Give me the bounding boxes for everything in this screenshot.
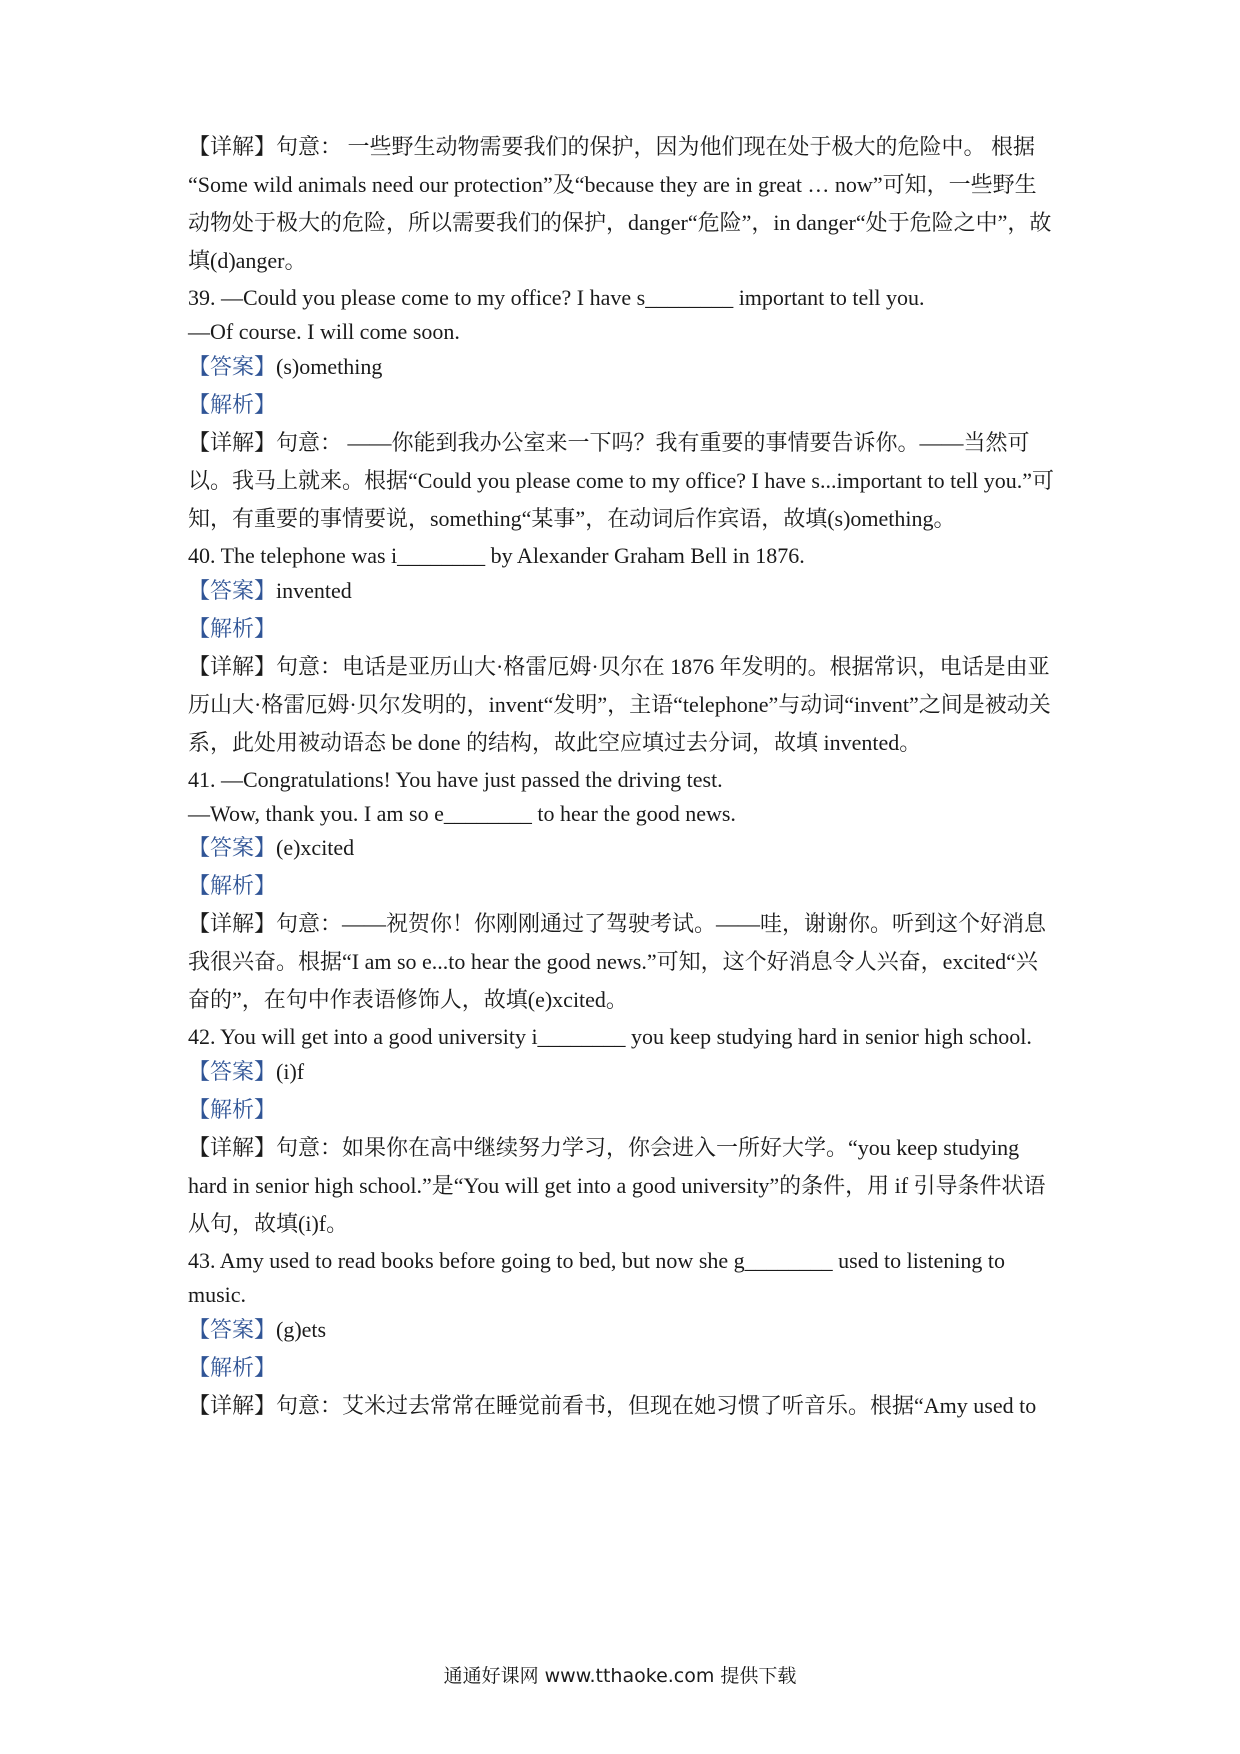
analysis-tag: 【解析】 <box>188 873 277 898</box>
analysis-tag: 【解析】 <box>188 1355 277 1380</box>
answer-value: (e)xcited <box>276 835 355 860</box>
answer-value: invented <box>276 578 352 603</box>
detail-line: 我很兴奋。根据“I am so e...to hear the good news.”可知，这个好消息令人兴奋，excited“兴 <box>188 949 1038 974</box>
answer-value: (g)ets <box>276 1317 327 1342</box>
analysis-line <box>188 614 1068 644</box>
answer-tag: 【答案】 <box>188 578 277 603</box>
detail-line: 【详解】句意： 一些野生动物需要我们的保护，因为他们现在处于极大的危险中。 根据 <box>188 134 1036 159</box>
detail-tag: 【详解】 <box>188 430 277 455</box>
answer-line <box>188 1057 1068 1087</box>
question-43-cont: music. <box>188 1282 247 1307</box>
detail-line: 历山大·格雷厄姆·贝尔发明的，invent“发明”，主语“telephone”与动词“invent”之间是被动关 <box>188 692 1051 717</box>
analysis-line <box>188 390 1068 420</box>
question-39: 39. —Could you please come to my office? I have s________ important to tell you. <box>188 285 925 310</box>
analysis-line <box>188 871 1068 901</box>
answer-line <box>188 576 1068 606</box>
analysis-line <box>188 1353 1068 1383</box>
answer-tag: 【答案】 <box>188 1317 277 1342</box>
detail-line: “Some wild animals need our protection”及“because they are in great … now”可知，一些野生 <box>188 172 1037 197</box>
detail-tag: 【详解】 <box>188 134 277 159</box>
detail-line: 填(d)anger。 <box>188 248 307 273</box>
analysis-line <box>188 1095 1068 1125</box>
detail-line: 【详解】句意：如果你在高中继续努力学习，你会进入一所好大学。“you keep studying <box>188 1135 1020 1160</box>
detail-tag: 【详解】 <box>188 1393 277 1418</box>
answer-tag: 【答案】 <box>188 835 277 860</box>
answer-line <box>188 1315 1068 1345</box>
answer-value: (s)omething <box>276 354 383 379</box>
question-39-reply: —Of course. I will come soon. <box>188 319 460 344</box>
page-footer: 通通好课网 www.tthaoke.com 提供下载 <box>443 1665 797 1687</box>
question-41: 41. —Congratulations! You have just passed the driving test. <box>188 767 723 792</box>
analysis-tag: 【解析】 <box>188 1097 277 1122</box>
detail-tag: 【详解】 <box>188 654 277 679</box>
detail-line: 以。我马上就来。根据“Could you please come to my office? I have s...important to tell you.”可 <box>188 468 1054 493</box>
detail-line: 系，此处用被动语态 be done 的结构，故此空应填过去分词，故填 invented。 <box>188 730 922 755</box>
answer-value: (i)f <box>276 1059 305 1084</box>
question-40: 40. The telephone was i________ by Alexander Graham Bell in 1876. <box>188 543 805 568</box>
answer-line <box>188 352 1068 382</box>
detail-line: 动物处于极大的危险，所以需要我们的保护，danger“危险”，in danger“处于危险之中”，故 <box>188 210 1052 235</box>
question-43: 43. Amy used to read books before going to bed, but now she g________ used to listening to <box>188 1248 1005 1273</box>
question-41-reply: —Wow, thank you. I am so e________ to hear the good news. <box>188 801 736 826</box>
detail-tag: 【详解】 <box>188 1135 277 1160</box>
detail-line: 奋的”，在句中作表语修饰人，故填(e)xcited。 <box>188 987 628 1012</box>
question-42: 42. You will get into a good university i________ you keep studying hard in senior high school. <box>188 1024 1032 1049</box>
answer-tag: 【答案】 <box>188 1059 277 1084</box>
answer-line <box>188 833 1068 863</box>
detail-line: 知，有重要的事情要说，something“某事”，在动词后作宾语，故填(s)omething。 <box>188 506 956 531</box>
analysis-tag: 【解析】 <box>188 616 277 641</box>
answer-tag: 【答案】 <box>188 354 277 379</box>
detail-line: 从句，故填(i)f。 <box>188 1211 349 1236</box>
detail-line: 【详解】句意：电话是亚历山大·格雷厄姆·贝尔在 1876 年发明的。根据常识，电话是由亚 <box>188 654 1050 679</box>
analysis-tag: 【解析】 <box>188 392 277 417</box>
detail-line: 【详解】句意：——祝贺你！你刚刚通过了驾驶考试。——哇，谢谢你。听到这个好消息 <box>188 911 1047 936</box>
detail-line: hard in senior high school.”是“You will get into a good university”的条件，用 if 引导条件状语 <box>188 1173 1046 1198</box>
detail-line: 【详解】句意： ——你能到我办公室来一下吗？我有重要的事情要告诉你。——当然可 <box>188 430 1030 455</box>
detail-tag: 【详解】 <box>188 911 277 936</box>
detail-line: 【详解】句意：艾米过去常常在睡觉前看书，但现在她习惯了听音乐。根据“Amy used to <box>188 1393 1037 1418</box>
